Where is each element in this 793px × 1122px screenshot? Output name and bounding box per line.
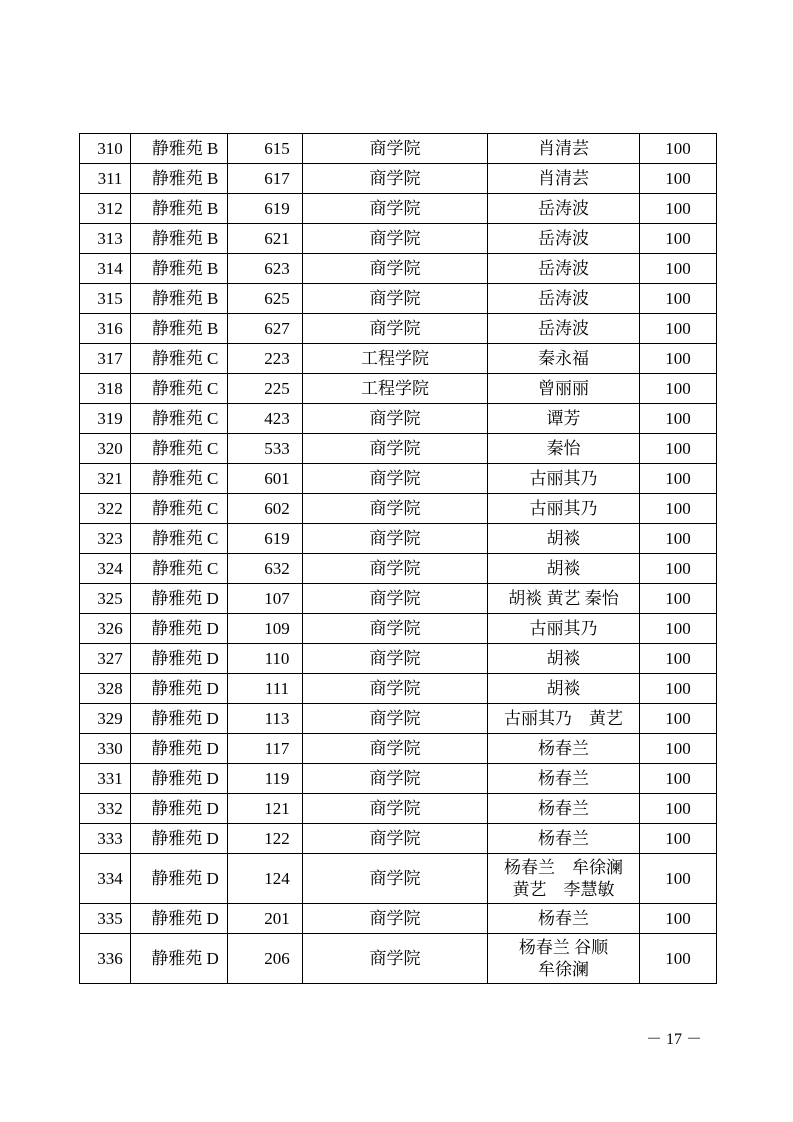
cell-index: 310: [80, 134, 131, 164]
cell-room: 223: [228, 344, 303, 374]
cell-college: 商学院: [303, 734, 488, 764]
cell-names: [488, 374, 640, 404]
name-line: 秦怡: [546, 438, 581, 458]
cell-college: 商学院: [303, 854, 488, 904]
cell-score: 100: [640, 674, 717, 704]
table-row: [80, 194, 717, 224]
cell-score: 100: [640, 464, 717, 494]
cell-index: 333: [80, 824, 131, 854]
cell-room: 119: [228, 764, 303, 794]
cell-score: 100: [640, 704, 717, 734]
cell-names: [488, 524, 640, 554]
cell-index: 312: [80, 194, 131, 224]
cell-names: [488, 674, 640, 704]
table-row: [80, 164, 717, 194]
page-number: － 17 －: [646, 1031, 703, 1048]
cell-college: 商学院: [303, 674, 488, 704]
cell-names: [488, 164, 640, 194]
cell-room: 113: [228, 704, 303, 734]
cell-room: 206: [228, 934, 303, 984]
name-line: 胡裧: [546, 558, 581, 578]
table-row: [80, 704, 717, 734]
cell-building: 静雅苑 D: [131, 794, 228, 824]
name-line: 古丽其乃: [529, 498, 598, 518]
cell-building: 静雅苑 C: [131, 404, 228, 434]
cell-room: 619: [228, 524, 303, 554]
cell-building: 静雅苑 C: [131, 524, 228, 554]
name-line: 黄艺 李慧敏: [512, 879, 615, 899]
table-row: [80, 224, 717, 254]
cell-score: 100: [640, 554, 717, 584]
cell-index: 324: [80, 554, 131, 584]
table-row: [80, 934, 717, 984]
cell-building: 静雅苑 C: [131, 464, 228, 494]
cell-building: 静雅苑 D: [131, 734, 228, 764]
table-row: [80, 494, 717, 524]
cell-index: 325: [80, 584, 131, 614]
cell-college: 商学院: [303, 494, 488, 524]
cell-college: 商学院: [303, 934, 488, 984]
cell-building: 静雅苑 D: [131, 614, 228, 644]
name-line: 岳涛波: [538, 228, 589, 248]
cell-index: 327: [80, 644, 131, 674]
cell-index: 317: [80, 344, 131, 374]
cell-score: 100: [640, 904, 717, 934]
cell-building: 静雅苑 D: [131, 764, 228, 794]
cell-score: 100: [640, 614, 717, 644]
cell-college: 商学院: [303, 224, 488, 254]
table-row: [80, 554, 717, 584]
cell-names: [488, 554, 640, 584]
cell-building: 静雅苑 B: [131, 134, 228, 164]
cell-college: 商学院: [303, 404, 488, 434]
name-line: 谭芳: [546, 408, 581, 428]
cell-score: 100: [640, 374, 717, 404]
cell-room: 623: [228, 254, 303, 284]
cell-score: 100: [640, 284, 717, 314]
cell-building: 静雅苑 D: [131, 824, 228, 854]
cell-index: 334: [80, 854, 131, 904]
cell-college: 商学院: [303, 164, 488, 194]
cell-room: 122: [228, 824, 303, 854]
cell-college: 工程学院: [303, 344, 488, 374]
name-line: 胡裧 黄艺 秦怡: [508, 588, 619, 608]
cell-names: [488, 794, 640, 824]
cell-building: 静雅苑 C: [131, 374, 228, 404]
cell-building: 静雅苑 D: [131, 674, 228, 704]
cell-score: 100: [640, 764, 717, 794]
cell-college: 商学院: [303, 614, 488, 644]
cell-building: 静雅苑 B: [131, 254, 228, 284]
table-row: [80, 614, 717, 644]
cell-building: 静雅苑 B: [131, 314, 228, 344]
cell-room: 121: [228, 794, 303, 824]
cell-score: 100: [640, 824, 717, 854]
cell-score: 100: [640, 224, 717, 254]
cell-room: 601: [228, 464, 303, 494]
cell-names: [488, 434, 640, 464]
cell-college: 商学院: [303, 584, 488, 614]
name-line: 杨春兰: [538, 828, 589, 848]
cell-building: 静雅苑 D: [131, 704, 228, 734]
name-line: 胡裧: [546, 648, 581, 668]
cell-names: [488, 614, 640, 644]
cell-room: 619: [228, 194, 303, 224]
name-line: 岳涛波: [538, 288, 589, 308]
cell-college: 商学院: [303, 134, 488, 164]
cell-room: 110: [228, 644, 303, 674]
name-line: 古丽其乃 黄艺: [504, 708, 623, 728]
cell-score: 100: [640, 644, 717, 674]
cell-names: [488, 404, 640, 434]
name-line: 岳涛波: [538, 318, 589, 338]
cell-score: 100: [640, 854, 717, 904]
cell-names: [488, 284, 640, 314]
table-row: [80, 824, 717, 854]
cell-score: 100: [640, 344, 717, 374]
cell-names: [488, 194, 640, 224]
cell-index: 332: [80, 794, 131, 824]
cell-building: 静雅苑 B: [131, 224, 228, 254]
table-row: [80, 644, 717, 674]
table-body: [80, 134, 717, 984]
cell-score: 100: [640, 134, 717, 164]
table-row: [80, 524, 717, 554]
cell-score: 100: [640, 164, 717, 194]
cell-college: 商学院: [303, 764, 488, 794]
cell-college: 商学院: [303, 644, 488, 674]
cell-room: 109: [228, 614, 303, 644]
name-line: 肖清芸: [538, 168, 589, 188]
cell-score: 100: [640, 584, 717, 614]
cell-index: 321: [80, 464, 131, 494]
name-line: 杨春兰: [538, 768, 589, 788]
cell-college: 商学院: [303, 524, 488, 554]
cell-room: 621: [228, 224, 303, 254]
cell-college: 商学院: [303, 824, 488, 854]
name-line: 杨春兰: [538, 908, 589, 928]
table-row: [80, 464, 717, 494]
cell-room: 627: [228, 314, 303, 344]
cell-college: 商学院: [303, 434, 488, 464]
cell-room: 124: [228, 854, 303, 904]
cell-score: 100: [640, 524, 717, 554]
table-row: [80, 794, 717, 824]
cell-score: 100: [640, 404, 717, 434]
cell-index: 316: [80, 314, 131, 344]
name-line: 杨春兰 牟徐澜: [504, 857, 623, 877]
cell-room: 117: [228, 734, 303, 764]
name-line: 杨春兰 谷顺: [518, 937, 609, 957]
table-row: [80, 134, 717, 164]
cell-room: 615: [228, 134, 303, 164]
cell-index: 329: [80, 704, 131, 734]
cell-names: [488, 764, 640, 794]
table-row: [80, 434, 717, 464]
name-line: 杨春兰: [538, 798, 589, 818]
table-row: [80, 764, 717, 794]
name-line: 秦永福: [538, 348, 589, 368]
cell-names: [488, 824, 640, 854]
cell-score: 100: [640, 734, 717, 764]
name-line: 肖清芸: [538, 138, 589, 158]
cell-building: 静雅苑 B: [131, 164, 228, 194]
cell-room: 602: [228, 494, 303, 524]
cell-names: [488, 734, 640, 764]
cell-index: 313: [80, 224, 131, 254]
cell-names: [488, 464, 640, 494]
cell-building: 静雅苑 D: [131, 644, 228, 674]
table-row: [80, 584, 717, 614]
cell-building: 静雅苑 C: [131, 434, 228, 464]
cell-names: [488, 704, 640, 734]
cell-score: 100: [640, 934, 717, 984]
cell-names: [488, 314, 640, 344]
name-line: 胡裧: [546, 528, 581, 548]
cell-index: 331: [80, 764, 131, 794]
cell-room: 533: [228, 434, 303, 464]
table-row: [80, 904, 717, 934]
name-line: 胡裧: [546, 678, 581, 698]
cell-building: 静雅苑 C: [131, 494, 228, 524]
cell-room: 111: [228, 674, 303, 704]
cell-college: 商学院: [303, 464, 488, 494]
table-row: [80, 314, 717, 344]
cell-room: 225: [228, 374, 303, 404]
table-row: [80, 734, 717, 764]
cell-room: 423: [228, 404, 303, 434]
table-row: [80, 344, 717, 374]
cell-index: 314: [80, 254, 131, 284]
cell-score: 100: [640, 194, 717, 224]
cell-index: 311: [80, 164, 131, 194]
cell-building: 静雅苑 C: [131, 554, 228, 584]
cell-score: 100: [640, 794, 717, 824]
name-line: 牟徐澜: [538, 959, 589, 979]
table-row: [80, 374, 717, 404]
cell-index: 315: [80, 284, 131, 314]
cell-score: 100: [640, 494, 717, 524]
cell-names: [488, 934, 640, 984]
table-row: [80, 854, 717, 904]
cell-index: 323: [80, 524, 131, 554]
cell-room: 107: [228, 584, 303, 614]
cell-names: [488, 854, 640, 904]
table-row: [80, 254, 717, 284]
cell-building: 静雅苑 D: [131, 854, 228, 904]
cell-college: 商学院: [303, 194, 488, 224]
cell-index: 328: [80, 674, 131, 704]
name-line: 曾丽丽: [538, 378, 589, 398]
cell-room: 201: [228, 904, 303, 934]
cell-college: 商学院: [303, 284, 488, 314]
cell-college: 商学院: [303, 904, 488, 934]
cell-index: 336: [80, 934, 131, 984]
cell-college: 商学院: [303, 254, 488, 284]
cell-index: 335: [80, 904, 131, 934]
cell-index: 322: [80, 494, 131, 524]
cell-names: [488, 344, 640, 374]
cell-building: 静雅苑 D: [131, 934, 228, 984]
cell-college: 商学院: [303, 314, 488, 344]
cell-room: 632: [228, 554, 303, 584]
cell-names: [488, 644, 640, 674]
cell-names: [488, 254, 640, 284]
cell-score: 100: [640, 434, 717, 464]
cell-index: 326: [80, 614, 131, 644]
cell-index: 318: [80, 374, 131, 404]
name-line: 古丽其乃: [529, 468, 598, 488]
dorm-table: [79, 133, 717, 984]
cell-building: 静雅苑 D: [131, 904, 228, 934]
cell-college: 商学院: [303, 704, 488, 734]
cell-score: 100: [640, 314, 717, 344]
cell-names: [488, 494, 640, 524]
cell-college: 工程学院: [303, 374, 488, 404]
cell-building: 静雅苑 C: [131, 344, 228, 374]
name-line: 岳涛波: [538, 258, 589, 278]
cell-index: 320: [80, 434, 131, 464]
cell-score: 100: [640, 254, 717, 284]
cell-building: 静雅苑 B: [131, 284, 228, 314]
cell-room: 617: [228, 164, 303, 194]
name-line: 古丽其乃: [529, 618, 598, 638]
cell-names: [488, 904, 640, 934]
cell-index: 330: [80, 734, 131, 764]
cell-room: 625: [228, 284, 303, 314]
cell-names: [488, 224, 640, 254]
table-row: [80, 284, 717, 314]
name-line: 杨春兰: [538, 738, 589, 758]
cell-names: [488, 134, 640, 164]
name-line: 岳涛波: [538, 198, 589, 218]
table-row: [80, 674, 717, 704]
cell-college: 商学院: [303, 554, 488, 584]
table-row: [80, 404, 717, 434]
cell-names: [488, 584, 640, 614]
cell-index: 319: [80, 404, 131, 434]
cell-building: 静雅苑 B: [131, 194, 228, 224]
cell-college: 商学院: [303, 794, 488, 824]
cell-building: 静雅苑 D: [131, 584, 228, 614]
